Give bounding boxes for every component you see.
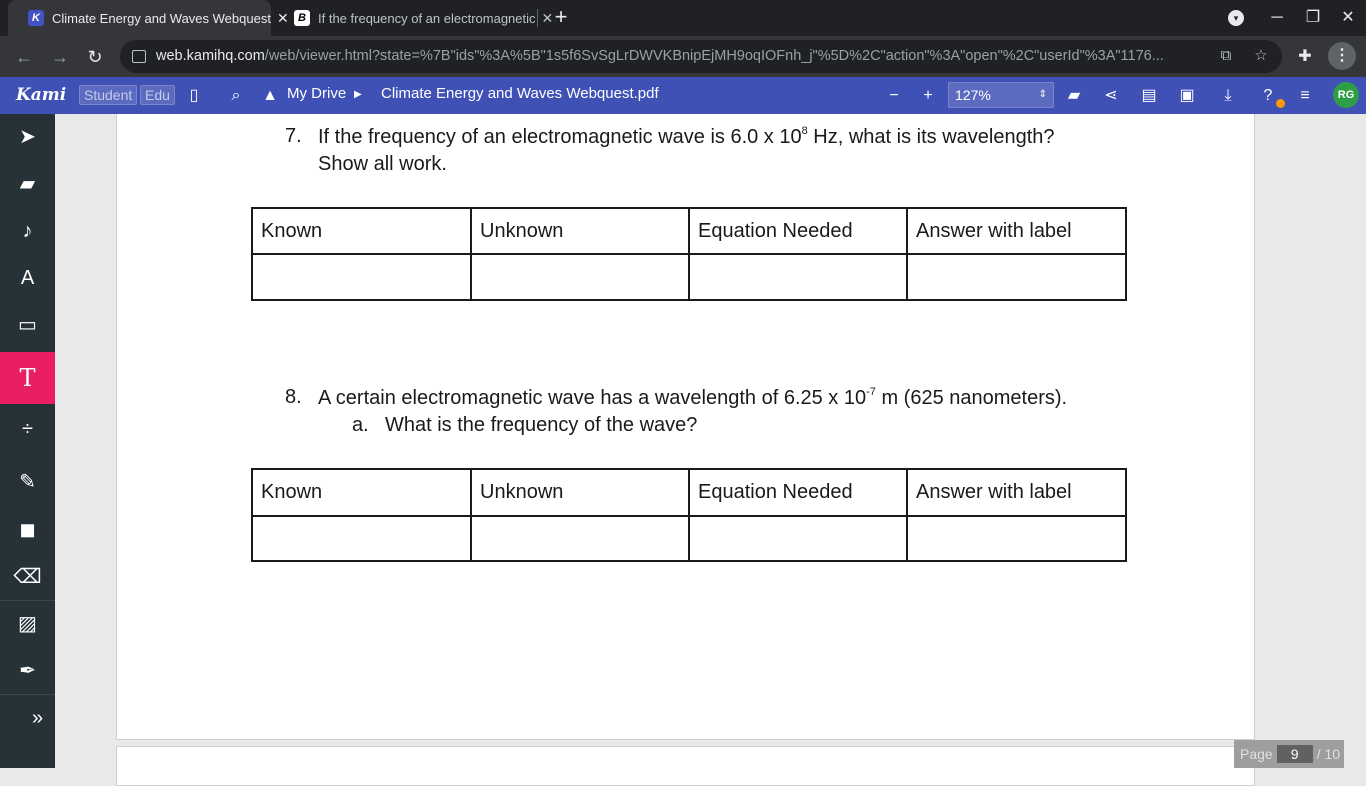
- share-icon[interactable]: ⋖: [1104, 87, 1118, 104]
- close-icon[interactable]: ✕: [541, 9, 554, 26]
- my-drive-link[interactable]: My Drive: [287, 85, 347, 102]
- page-number-input[interactable]: 9: [1277, 745, 1313, 763]
- pdf-page-next[interactable]: [116, 746, 1255, 786]
- open-folder-icon[interactable]: ▰: [1067, 87, 1081, 104]
- window-close-icon[interactable]: ✕: [1341, 9, 1355, 26]
- question-7-text: If the frequency of an electromagnetic wave is 6.0 x $10^8$ Hz, what is its wavelength?: [318, 125, 1055, 148]
- download-icon[interactable]: ⤓: [1224, 87, 1232, 104]
- tab-title: Climate Energy and Waves Webquest: [52, 10, 271, 26]
- help-icon[interactable]: ?: [1263, 87, 1273, 104]
- zoom-in-icon[interactable]: +: [923, 87, 933, 104]
- close-icon[interactable]: ✕: [276, 9, 289, 26]
- question-8a-text: What is the frequency of the wave?: [385, 414, 698, 436]
- edu-badge: Edu: [140, 85, 175, 105]
- brainly-favicon-icon: B: [294, 10, 310, 26]
- updown-icon: ⇕: [1038, 89, 1047, 100]
- minimize-icon[interactable]: ─: [1271, 9, 1283, 26]
- url-text[interactable]: web.kamihq.com/web/viewer.html?state=%7B"ids"%3A%5B"1s5f6SvSgLrDWVKBnipEjMH9oqIOFnh_j"%5D%2C"action"%3A"open"%2C"userId"%3A"1176...: [156, 48, 1164, 64]
- signature-pen-icon[interactable]: ✒: [19, 660, 36, 682]
- select-cursor-icon[interactable]: ➤: [19, 126, 36, 148]
- table-header: Answer with label: [907, 469, 1126, 516]
- new-tab-button[interactable]: +: [554, 4, 568, 29]
- page-total: / 10: [1316, 746, 1341, 762]
- table-header: Equation Needed: [689, 208, 907, 254]
- equation-icon[interactable]: ÷: [22, 418, 33, 440]
- eraser-icon[interactable]: ⌫: [13, 566, 42, 588]
- table-cell[interactable]: [689, 254, 907, 300]
- tab-kami[interactable]: [8, 0, 289, 36]
- question-number: 8.: [285, 386, 302, 408]
- expand-chevrons-icon[interactable]: »: [31, 707, 44, 729]
- table-cell[interactable]: [689, 516, 907, 561]
- reload-icon[interactable]: ↻: [87, 47, 103, 67]
- add-image-icon[interactable]: ▨: [18, 613, 37, 635]
- kami-toolbar: [0, 77, 1366, 114]
- bookmark-star-icon[interactable]: ☆: [1254, 47, 1268, 64]
- question-7-instruction: Show all work.: [318, 153, 447, 175]
- question-8-text: A certain electromagnetic wave has a wavelength of 6.25 x $10^{-7}$ m (625 nanometers).: [318, 386, 1068, 409]
- answer-table-q8: [251, 468, 1127, 562]
- page-indicator: [1234, 740, 1344, 768]
- tab-title: If the frequency of an electromagnetic: [318, 10, 536, 26]
- text-to-speech-icon[interactable]: ♪: [22, 220, 33, 242]
- table-cell[interactable]: [471, 516, 689, 561]
- forward-arrow-icon[interactable]: →: [51, 47, 69, 67]
- table-header: Equation Needed: [689, 469, 907, 516]
- document-viewer[interactable]: [55, 114, 1366, 768]
- table-cell[interactable]: [252, 516, 471, 561]
- dictionary-book-icon[interactable]: ▰: [19, 173, 36, 195]
- comment-icon[interactable]: ▭: [18, 314, 37, 336]
- notification-dot: [1276, 99, 1285, 108]
- kami-logo: Kami: [16, 85, 67, 105]
- table-header: Unknown: [471, 208, 689, 254]
- document-title: Climate Energy and Waves Webquest.pdf: [381, 85, 659, 102]
- zoom-select[interactable]: 127% ⇕: [948, 82, 1054, 108]
- page-label: Page: [1240, 746, 1273, 762]
- annotation-toolbar: [0, 114, 55, 768]
- tab-search-icon[interactable]: ▾: [1228, 10, 1244, 26]
- subquestion-letter: a.: [352, 414, 369, 436]
- save-icon[interactable]: ▣: [1179, 87, 1195, 104]
- browser-menu-icon[interactable]: ⋮: [1328, 42, 1356, 70]
- zoom-out-icon[interactable]: −: [889, 87, 899, 104]
- site-info-icon[interactable]: [132, 50, 146, 63]
- table-header: Answer with label: [907, 208, 1126, 254]
- pdf-page[interactable]: [116, 114, 1255, 740]
- browser-tab-strip: [0, 0, 1366, 36]
- table-cell[interactable]: [471, 254, 689, 300]
- chevron-right-icon: ▶: [354, 89, 362, 100]
- answer-table-q7: [251, 207, 1127, 301]
- drawing-brush-icon[interactable]: ✎: [19, 471, 36, 493]
- kami-favicon-icon: K: [28, 10, 44, 26]
- sidebar-toggle-icon[interactable]: ▯: [189, 87, 199, 104]
- shapes-icon[interactable]: ◼: [19, 519, 36, 541]
- back-arrow-icon[interactable]: ←: [15, 47, 33, 67]
- open-in-new-icon[interactable]: ⧉: [1220, 47, 1232, 64]
- search-icon[interactable]: ⌕: [231, 87, 241, 104]
- restore-icon[interactable]: ❐: [1305, 9, 1321, 26]
- print-icon[interactable]: ▤: [1141, 87, 1157, 104]
- browser-toolbar: [0, 36, 1366, 77]
- extensions-puzzle-icon[interactable]: ✚: [1298, 48, 1312, 65]
- markup-icon[interactable]: A: [20, 267, 35, 289]
- student-badge: Student: [79, 85, 137, 105]
- hamburger-menu-icon[interactable]: ≡: [1300, 87, 1310, 104]
- avatar[interactable]: RG: [1333, 82, 1359, 108]
- google-drive-icon[interactable]: ▲: [262, 87, 278, 104]
- tab-question[interactable]: [274, 0, 554, 36]
- table-cell[interactable]: [907, 254, 1126, 300]
- table-cell[interactable]: [252, 254, 471, 300]
- table-header: Unknown: [471, 469, 689, 516]
- table-header: Known: [252, 208, 471, 254]
- table-header: Known: [252, 469, 471, 516]
- question-number: 7.: [285, 125, 302, 147]
- text-tool-icon[interactable]: T: [0, 352, 55, 404]
- table-cell[interactable]: [907, 516, 1126, 561]
- address-bar[interactable]: [120, 40, 1282, 73]
- tab-divider: [537, 9, 538, 27]
